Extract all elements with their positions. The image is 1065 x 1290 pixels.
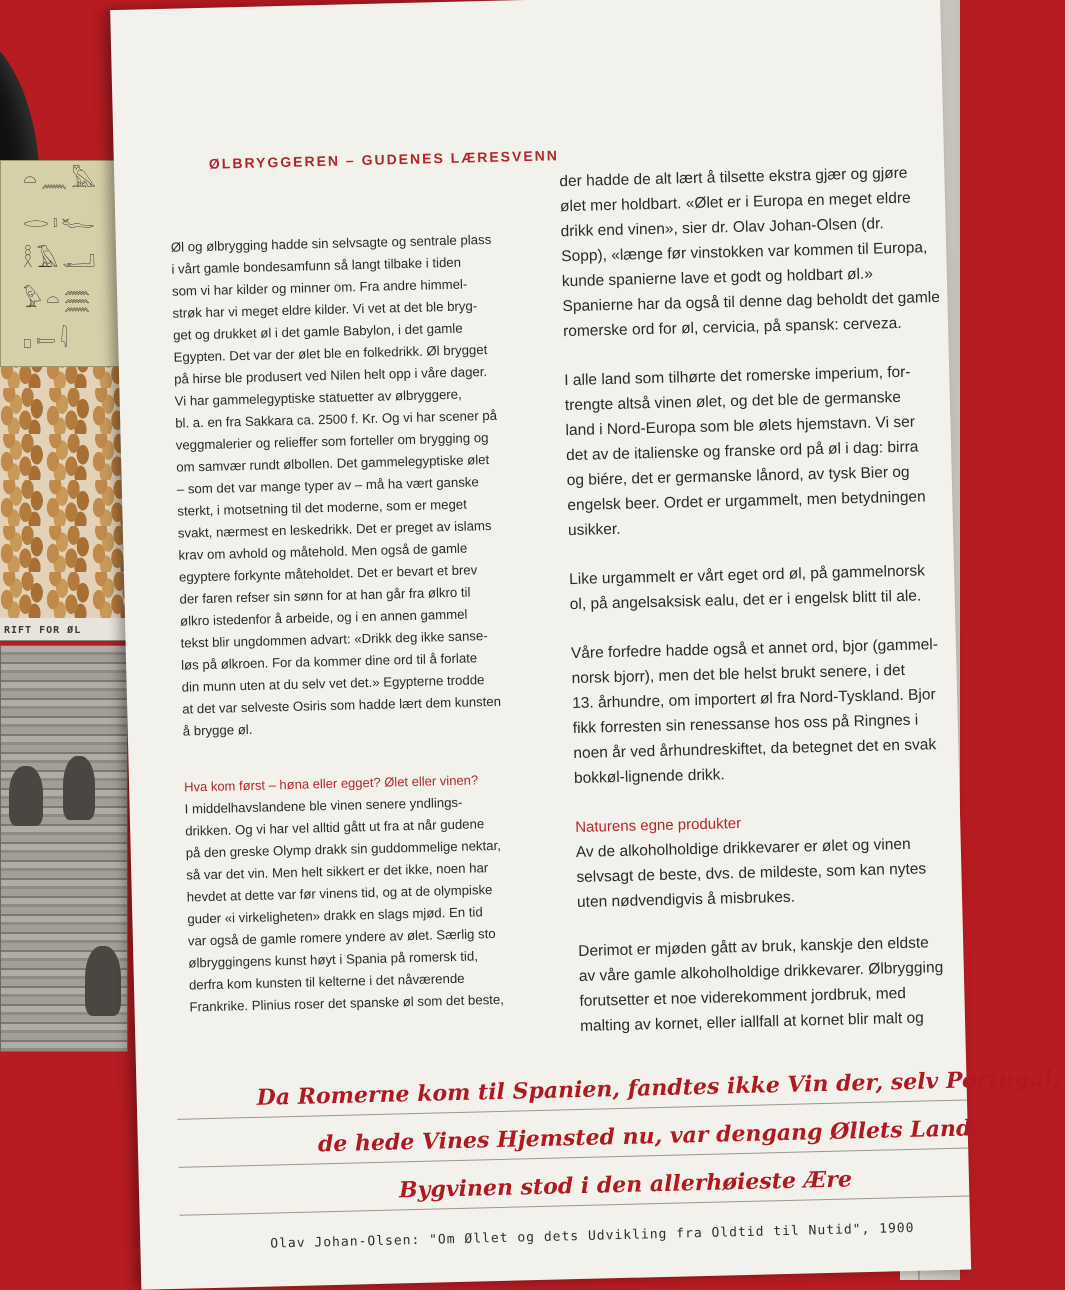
hieroglyph-row: 𓏏𓈖𓅓 — [23, 168, 100, 193]
image-caption-text: RIFT FOR ØL — [4, 625, 82, 636]
left-column — [171, 228, 530, 1018]
subheading: Naturens egne produkter — [575, 814, 742, 837]
quote-line: Da Romerne kom til Spanien, fandtes ikke Vin der, selv Portugal, — [256, 1065, 1061, 1111]
paragraph: I alle land som tilhørte det romerske imperium, for- trengte altså vinen ølet, og det ble de germanske land i Nord-Europa som ble ølets hjemstavn. Vi ser det av de italienske og franske ord på øl i dag: birra og biére, det er germanske lånord, av tysk Bier og engelsk beer. Ordet er urgammelt, men betydningen usikker. — [564, 363, 926, 540]
paragraph: der hadde de alt lært å tilsette ekstra gjær og gjøre ølet mer holdbart. «Ølet er i Europa en meget eldre drikk end vinen», sier dr. Olav Johan-Olsen (dr. Sopp), «længe før vinstokken var kommen til Europa, kunde spanierne lave et godt og holdbart øl.» Spanierne har da også til denne dag beholdt det gamle romerske ord for øl, cervicia, på spansk: cerveza. — [559, 164, 941, 341]
book-page — [110, 0, 1061, 1290]
paragraph: Derimot er mjøden gått av bruk, kanskje den eldste av våre gamle alkoholholdige drikkevarer. Ølbrygging forutsetter et noe viderekomment jordbruk, med malting av kornet, eller iallfall at kornet blir malt og — [578, 934, 944, 1035]
hieroglyph-row: 𓂋𓏤𓆑 — [23, 208, 99, 233]
image-caption — [0, 618, 128, 641]
hieroglyph-row: 𓊪𓍿𓇋 — [23, 328, 72, 353]
paragraph: I middelhavslandene ble vinen senere yndlings- drikken. Og vi har vel alltid gått ut fra at når gudene på den greske Olymp drakk sin guddommelige nektar, så var det vin. Men helt sikkert er det ikke, noen har hevdet at dette var før vinens tid, og at de olympiske guder «i virkeligheten» drakk en slags mjød. En tid var også de gamle romere yndere av ølet. Særlig sto ølbryggingens kunst høyt i Spania på romersk tid, derfra kom kunsten til kelterne i det nåværende Frankrike. Plinius roser det spanske øl som det beste, — [184, 794, 505, 1015]
quote-line: Bygvinen stod i den allerhøieste Ære — [398, 1166, 853, 1204]
right-column — [559, 160, 961, 1063]
subheading: Hva kom først – høna eller egget? Ølet eller vinen? — [183, 772, 479, 795]
quote-source: Olav Johan-Olsen: "Om Øllet og dets Udvikling fra Oldtid til Nutid", 1900 — [270, 1220, 915, 1252]
paragraph: Like urgammelt er vårt eget ord øl, på gammelnorsk ol, på angelsaksisk ealu, det er i engelsk blitt til ale. — [568, 562, 926, 614]
quote-line: de hede Vines Hjemsted nu, var dengang Øllets Land. — [317, 1115, 980, 1158]
relief-figure — [63, 756, 95, 820]
relief-figure — [85, 946, 121, 1016]
hieroglyph-row: 𓅱𓏏𓈗 — [23, 288, 95, 313]
hieroglyph-row: 𓎛𓄿𓂝 — [23, 248, 100, 273]
paragraph: Av de alkoholholdige drikkevarer er ølet og vinen selvsagt de beste, dvs. de mildeste, som kan nytes uten nødvendigvis å misbrukes. — [575, 835, 927, 911]
paragraph: Våre forfedre hadde også et annet ord, bjor (gammel- norsk bjorr), men det ble helst brukt senere, i det 13. århundre, om importert øl fra Nord-Tyskland. Bjor fikk forresten sin renessanse hos oss på Ringnes i noen år ved århundreskiftet, da betegnet det en svak bokkøl-lignende drikk. — [570, 636, 939, 788]
egyptian-relief-image — [0, 645, 128, 1052]
paragraph: Øl og ølbrygging hadde sin selvsagte og sentrale plass i vårt gamle bondesamfunn så langt tilbake i tiden som vi har kilder og minner om. Fra andre himmel- strøk har vi meget eldre kilder. Vi vet at det ble bryg- get og drukket øl i det gamle Babylon, i det gamle Egypten. Det var der ølet ble en folkedrikk. Øl brygget på hirse ble produsert ved Nilen helt opp i våre dager. Vi har gammelegyptiske statuetter av ølbryggere, bl. a. en fra Sakkara ca. 2500 f. Kr. Og vi har scener på veggmalerier og relieffer som forteller om brygging og om samvær rundt ølbollen. Det gammelegyptiske ølet – som det var mange typer av – må ha vært ganske sterkt, i motsetning til det moderne, som er meget svakt, nærmest en leskedrikk. Det er preget av islams krav om avhold og måtehold. Men også de gamle egyptere forkynte måteholdet. Det er bevart et brev der faren refser sin sønn for at han går fra ølkro til ølkro istedenfor å arbeide, og i en annen gammel tekst blir ungdommen advart: «Drikk deg ikke sanse- løs på ølkroen. For da kommer dine ord til å forlate din munn uten at du selv vet det.» Egypterne trodde at det var selveste Osiris som hadde lært dem kunsten å brygge øl. — [170, 231, 502, 739]
relief-figure — [9, 766, 43, 826]
hieroglyph-papyrus-image — [0, 160, 124, 367]
quote-block — [176, 1060, 1061, 1229]
article-heading: ØLBRYGGEREN – GUDENES LÆRESVENN — [208, 147, 560, 172]
